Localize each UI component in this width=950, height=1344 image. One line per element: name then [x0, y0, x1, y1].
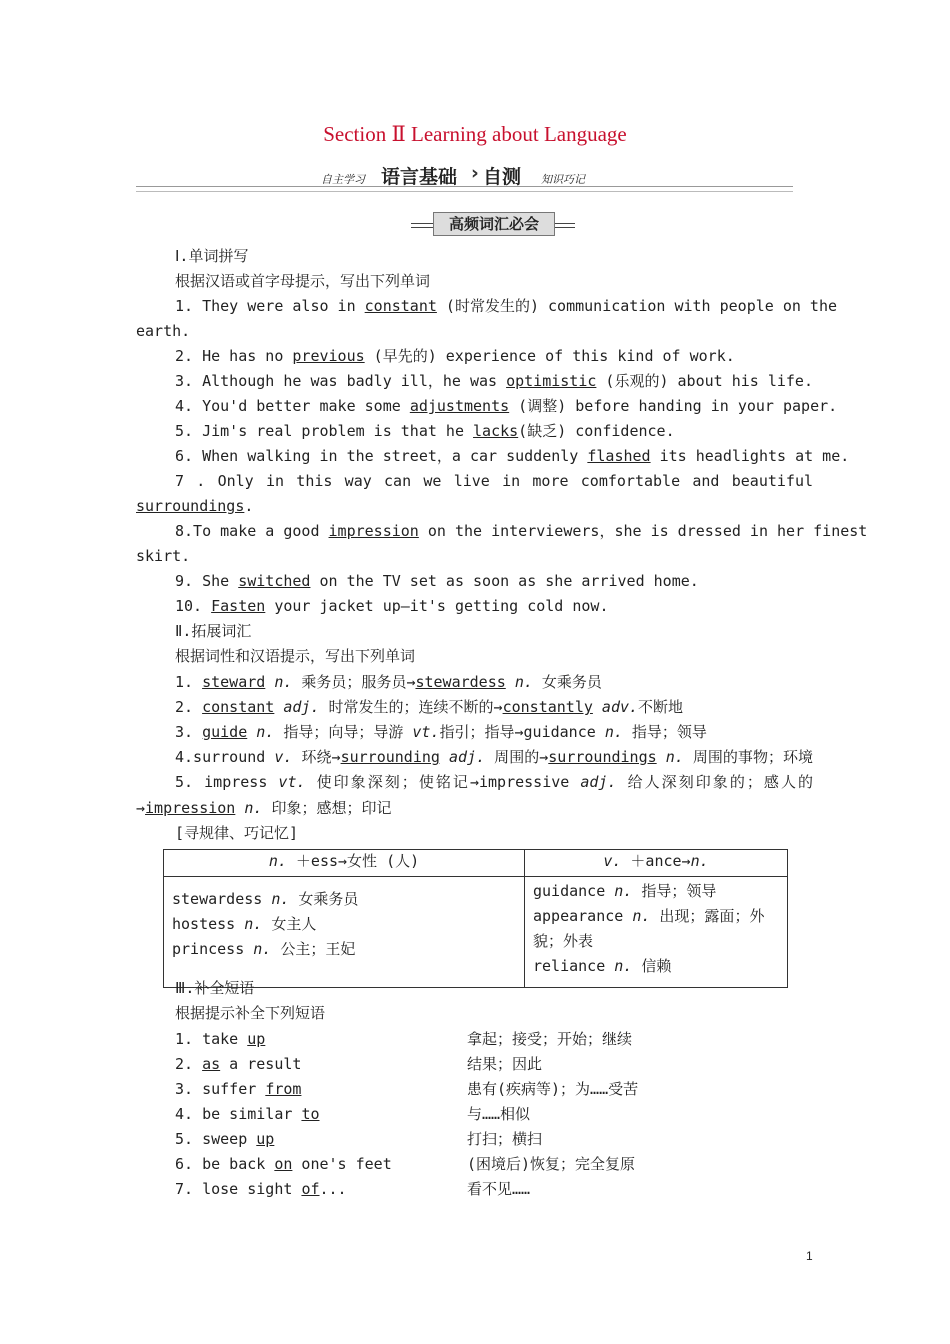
part1-item-8: 8.To make a good impression on the interviewers，she is dressed in her finest	[175, 522, 868, 540]
part1-heading: Ⅰ.单词拼写	[175, 247, 249, 265]
part1-item-5: 5. Jim's real problem is that he lacks(缺乏) confidence.	[175, 422, 675, 440]
answer: up	[247, 1030, 266, 1048]
answer: surroundings	[548, 748, 657, 766]
phrase-6-meaning: (困境后)恢复；完全复原	[467, 1155, 636, 1173]
banner-title-2: 自测	[483, 166, 522, 188]
table-header-right: v. ＋ance→n.	[525, 850, 788, 877]
answer: switched	[238, 572, 311, 590]
phrase-6: 6. be back on one's feet	[175, 1155, 392, 1173]
answer: lacks	[473, 422, 519, 440]
answer: impression	[145, 799, 236, 817]
answer: constantly	[502, 698, 593, 716]
answer: surrounding	[340, 748, 440, 766]
answer: up	[256, 1130, 275, 1148]
answer: adjustments	[409, 397, 510, 415]
section-banner	[136, 160, 793, 192]
answer: from	[265, 1080, 302, 1098]
part2-item-5-cont: →impression n. 印象；感想；印记	[136, 799, 392, 817]
rule-table	[163, 849, 788, 988]
table-entry: stewardess n. 女乘务员	[172, 890, 359, 908]
phrase-3: 3. suffer from	[175, 1080, 302, 1098]
phrase-1: 1. take up	[175, 1030, 266, 1048]
phrase-4: 4. be similar to	[175, 1105, 320, 1123]
part1-item-9: 9. She switched on the TV set as soon as she arrived home.	[175, 572, 699, 590]
phrase-2-meaning: 结果；因此	[467, 1055, 543, 1073]
answer: to	[301, 1105, 320, 1123]
part1-item-7-cont: surroundings.	[136, 497, 254, 515]
phrase-7-meaning: 看不见……	[467, 1180, 531, 1198]
part2-item-4: 4.surround v. 环绕→surrounding adj. 周围的→surroundings n. 周围的事物；环境	[175, 748, 814, 766]
table-entry: hostess n. 女主人	[172, 915, 317, 933]
part1-item-10: 10. Fasten your jacket up—it's getting cold now.	[175, 597, 609, 615]
answer: of	[301, 1180, 320, 1198]
subhead-label: 高频词汇必会	[433, 212, 555, 236]
answer: as	[202, 1055, 221, 1073]
answer: surroundings	[136, 497, 245, 515]
phrase-3-meaning: 患有(疾病等)；为……受苦	[467, 1080, 639, 1098]
table-cell-right	[525, 877, 788, 988]
banner-rule	[136, 186, 793, 192]
answer: previous	[292, 347, 365, 365]
page-number: 1	[806, 1249, 813, 1263]
part1-item-2: 2. He has no previous (早先的) experience of this kind of work.	[175, 347, 735, 365]
banner-title-1: 语言基础	[381, 166, 458, 188]
answer: constant	[364, 297, 437, 315]
answer: constant	[202, 698, 275, 716]
answer: Fasten	[211, 597, 266, 615]
table-cell-left	[164, 877, 525, 988]
answer: guide	[202, 723, 248, 741]
part1-instruction: 根据汉语或首字母提示，写出下列单词	[175, 272, 431, 290]
table-entry: appearance n. 出现；露面；外貌；外表	[533, 907, 765, 950]
part1-item-7: 7 . Only in this way can we live in more comfortable and beautiful	[175, 472, 813, 490]
phrase-7: 7. lose sight of...	[175, 1180, 347, 1198]
part1-item-8-cont: skirt.	[136, 547, 191, 565]
part1-item-1-cont: earth.	[136, 322, 191, 340]
answer: flashed	[587, 447, 651, 465]
answer: impression	[328, 522, 419, 540]
part1-item-6: 6. When walking in the street，a car suddenly flashed its headlights at me.	[175, 447, 850, 465]
banner-right-label: 知识巧记	[541, 173, 585, 186]
part1-item-1: 1. They were also in constant (时常发生的) communication with people on the	[175, 297, 838, 315]
answer: on	[274, 1155, 293, 1173]
part2-item-3: 3. guide n. 指导；向导；导游 vt.指引；指导→guidance n. 指导；领导	[175, 723, 707, 741]
page-title: Section Ⅱ Learning about Language	[323, 122, 627, 146]
table-entry: reliance n. 信赖	[533, 957, 672, 975]
subhead	[411, 212, 575, 236]
table-entry: guidance n. 指导；领导	[533, 882, 717, 900]
answer: optimistic	[506, 372, 597, 390]
part2-item-2: 2. constant adj. 时常发生的；连续不断的→constantly adv.不断地	[175, 698, 684, 716]
phrase-1-meaning: 拿起；接受；开始；继续	[467, 1030, 633, 1048]
tip-label: [寻规律、巧记忆]	[175, 824, 299, 842]
phrase-5-meaning: 打扫；横扫	[467, 1130, 543, 1148]
part2-item-5: 5. impress vt. 使印象深刻；使铭记→impressive adj. 给人深刻印象的；感人的	[175, 773, 813, 791]
table-entry: princess n. 公主；王妃	[172, 940, 356, 958]
part2-instruction: 根据词性和汉语提示，写出下列单词	[175, 647, 416, 665]
phrase-5: 5. sweep up	[175, 1130, 275, 1148]
part1-item-3: 3. Although he was badly ill，he was optimistic (乐观的) about his life.	[175, 372, 813, 390]
banner-arrow-icon: ›	[471, 162, 479, 184]
part2-heading: Ⅱ.拓展词汇	[175, 622, 252, 640]
phrase-2: 2. as a result	[175, 1055, 302, 1073]
banner-left-label: 自主学习	[321, 173, 365, 186]
answer: stewardess	[415, 673, 506, 691]
table-header-left: n. ＋ess→女性 (人)	[164, 850, 525, 877]
answer: steward	[202, 673, 266, 691]
part2-item-1: 1. steward n. 乘务员；服务员→stewardess n. 女乘务员	[175, 673, 602, 691]
part3-heading: Ⅲ.补全短语	[175, 979, 255, 997]
part1-item-4: 4. You'd better make some adjustments (调整) before handing in your paper.	[175, 397, 838, 415]
phrase-4-meaning: 与……相似	[467, 1105, 531, 1123]
part3-instruction: 根据提示补全下列短语	[175, 1004, 326, 1022]
